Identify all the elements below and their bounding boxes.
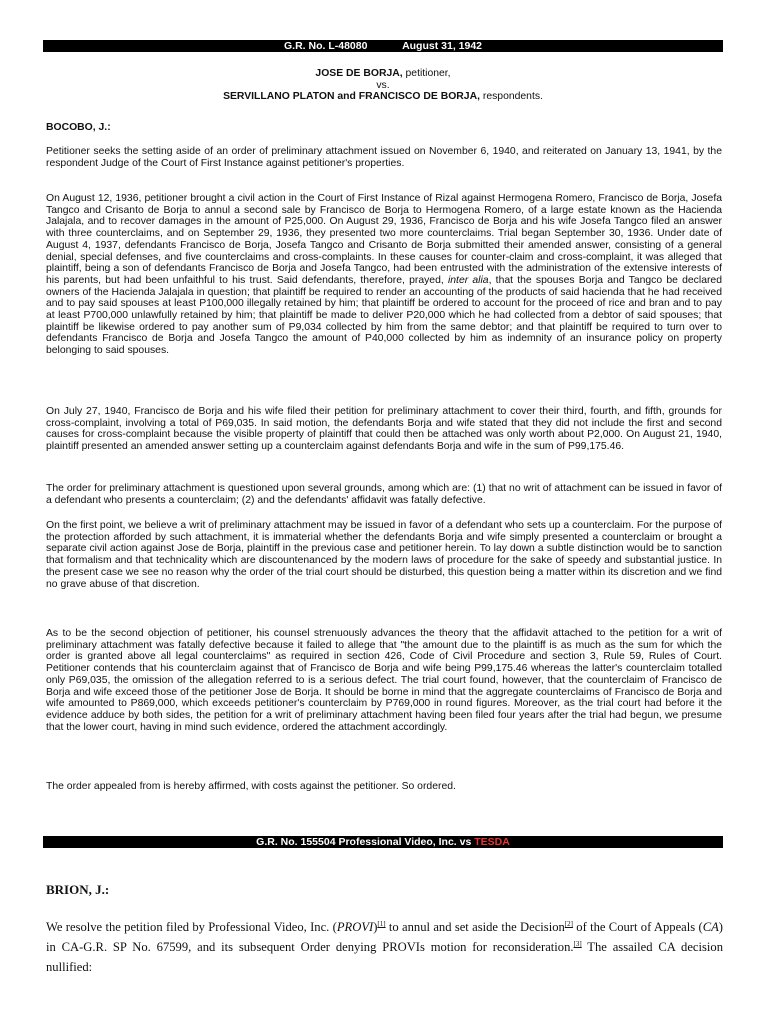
paragraph-text: to annul and set aside the Decision (385, 920, 565, 934)
respondents-line (43, 91, 723, 103)
case-header-bar (43, 40, 723, 52)
paragraph-text: We resolve the petition filed by Professional Video, Inc. ( (46, 920, 337, 934)
highlighted-term: TESDA (474, 836, 510, 848)
paragraph: On July 27, 1940, Francisco de Borja and his wife filed their petition for preliminary attachment to cover their third, fourth, and fifth, grounds for cross-complaint, involving a total of P69,035. In said motion, the defendants Borja and wife stated that they did not include the first and second causes for cross-complaint because the visible property of plaintiff that could then be attached was only worth about P2,000. On August 21, 1940, plaintiff presented an amended answer setting up a counterclaim against defendants Borja and wife in the sum of P99,175.46. (46, 406, 722, 453)
paragraph-text: of the Court of Appeals ( (572, 920, 703, 934)
ponente: BRION, J.: (46, 882, 110, 897)
case-title: G.R. No. 155504 Professional Video, Inc. vs (256, 836, 475, 848)
paragraph-text: , that the spouses Borja and Tangco be declared owners of the Hacienda Jalajala in question; that plaintiff be required to render an accounting of the products of said hacienda that he had received and to pay said spouses at least P100,000 illegally retained by him; that plaintiff be ordered to account for the proceed of rice and bran and to pay at least P700,000 unlawfully retained by him; that plaintiff be made to deliver P20,000 which he had collected from a debtor of said spouses; that plaintiff be likewise ordered to pay another sum of P9,034 collected by him from the same debtor; and that plaintiff be required to turn over to defendants Francisco de Borja and Josefa Tangco the amount of P40,000 collected by him as indemnity of an insurance policy on property belonging to said spouses. (46, 274, 722, 357)
versus-line: vs. (376, 79, 390, 91)
paragraph: We resolve the petition filed by Professional Video, Inc. (PROVI)[1] to annul and set aside the Decision[2] of the Court of Appeals (CA) in CA-G.R. SP No. 67599, and its subsequent Order denying PROVIs motion for reconsideration.[3] The assailed CA decision nullified: (46, 919, 723, 974)
petitioner-role: petitioner, (402, 68, 451, 79)
paragraph: The order appealed from is hereby affirmed, with costs against the petitioner. So ordered. (46, 781, 456, 792)
paragraph (46, 193, 722, 357)
paragraph: Petitioner seeks the setting aside of an order of preliminary attachment issued on November 6, 1940, and reiterated on January 13, 1941, by the respondent Judge of the Court of First Instance against petitioner's properties. (46, 146, 722, 169)
paragraph-text: On August 12, 1936, petitioner brought a civil action in the Court of First Instance of Rizal against Hermogena Romero, Francisco de Borja, Josefa Tangco and Crisanto de Borja to annul a second sale by Francisco de Borja to Hermogena Romero, of a large estate known as the Hacienda Jalajala, and to recover damages in the amount of P25,000. On August 29, 1936, Francisco de Borja and his wife Josefa Tangco filed an answer with three counterclaims, and on September 29, 1936, they presented two more counterclaims. Trial began September 30, 1936. Under date of August 4, 1937, defendants Francisco de Borja, Josefa Tangco and Crisanto de Borja submitted their amended answer, consisting of a general denial, special defenses, and five counterclaims and cross-complaints. In these causes for counter-claim and cross-complaint, it was alleged that plaintiff, being a son of defendants Francisco de Borja and Josefa Tangco, had been entrusted with the administration of the extensive interests of his parents, but had been unfaithful to his trust. Said defendants, therefore, prayed, (46, 193, 722, 286)
abbreviation: CA (702, 920, 719, 934)
paragraph: On the first point, we believe a writ of preliminary attachment may be issued in favor of a defendant who sets up a counterclaim. For the purpose of the protection afforded by such attachment, it is immaterial whether the defendants Borja and wife simply presented a counterclaim or brought a separate civil action against Jose de Borja, plaintiff in the previous case and petitioner herein. To lay down a subtle distinction would be to sanction that formalism and that technicality which are discountenanced by the modern laws of procedure for the sake of speedy and substantial justice. In the present case we see no reason why the order of the trial court should be disturbed, this question being a matter within its discretion and we find no grave abuse of that discretion. (46, 520, 722, 590)
case-caption (43, 68, 723, 103)
respondents-role: respondents. (479, 91, 543, 103)
paragraph: As to be the second objection of petitioner, his counsel strenuously advances the theory that the affidavit attached to the petition for a writ of preliminary attachment was fatally defective because it failed to allege that "the amount due to the plaintiff is as much as the sum for which the order is granted above all legal counterclaims" as required in section 426, Code of Civil Procedure and section 3, Rule 59, Rules of Court. Petitioner contends that his counterclaim against that of Francisco de Borja and wife being P99,175.46 whereas the latter's counterclaim totalled only P69,035, the omission of the allegation referred to is a serious defect. The trial court found, however, that the counterclaim of Francisco de Borja and wife exceed those of the petitioner Jose de Borja. It should be borne in mind that the aggregate counterclaims of Francisco de Borja and wife amounted to P869,000, which exceeds petitioner's counterclaim by P769,000 in round figures. Moreover, as the trial court had before it the evidence adduce by both sides, the petition for a writ of preliminary attachment having been filed four years after the trial had begun, we presume that the lower court, having in mind such evidence, ordered the attachment accordingly. (46, 628, 722, 733)
footnote-link[interactable]: [1] (377, 919, 386, 928)
case-date: August 31, 1942 (402, 40, 483, 52)
paragraph-text: ) in CA-G.R. SP No. 67599, and its subsequent Order denying PROVIs motion for reconsideration. (46, 920, 723, 954)
abbreviation: PROVI (336, 920, 374, 934)
ponente: BOCOBO, J.: (46, 122, 111, 133)
case-number: G.R. No. L-48080 (283, 40, 368, 52)
petitioner-line (43, 68, 723, 80)
paragraph-text: The assailed CA decision nullified: (46, 940, 723, 974)
paragraph: The order for preliminary attachment is questioned upon several grounds, among which are: (1) that no writ of attachment can be issued in favor of a defendant who presents a counterclaim; (2) and the defendants' affidavit was fatally defective. (46, 483, 722, 506)
petitioner-name: JOSE DE BORJA, (315, 68, 403, 79)
case-header-bar (43, 836, 723, 848)
latin-phrase: inter alia (447, 274, 489, 286)
footnote-link[interactable]: [2] (564, 919, 573, 928)
respondents-name: SERVILLANO PLATON and FRANCISCO DE BORJA, (223, 91, 480, 103)
footnote-link[interactable]: [3] (573, 939, 582, 948)
